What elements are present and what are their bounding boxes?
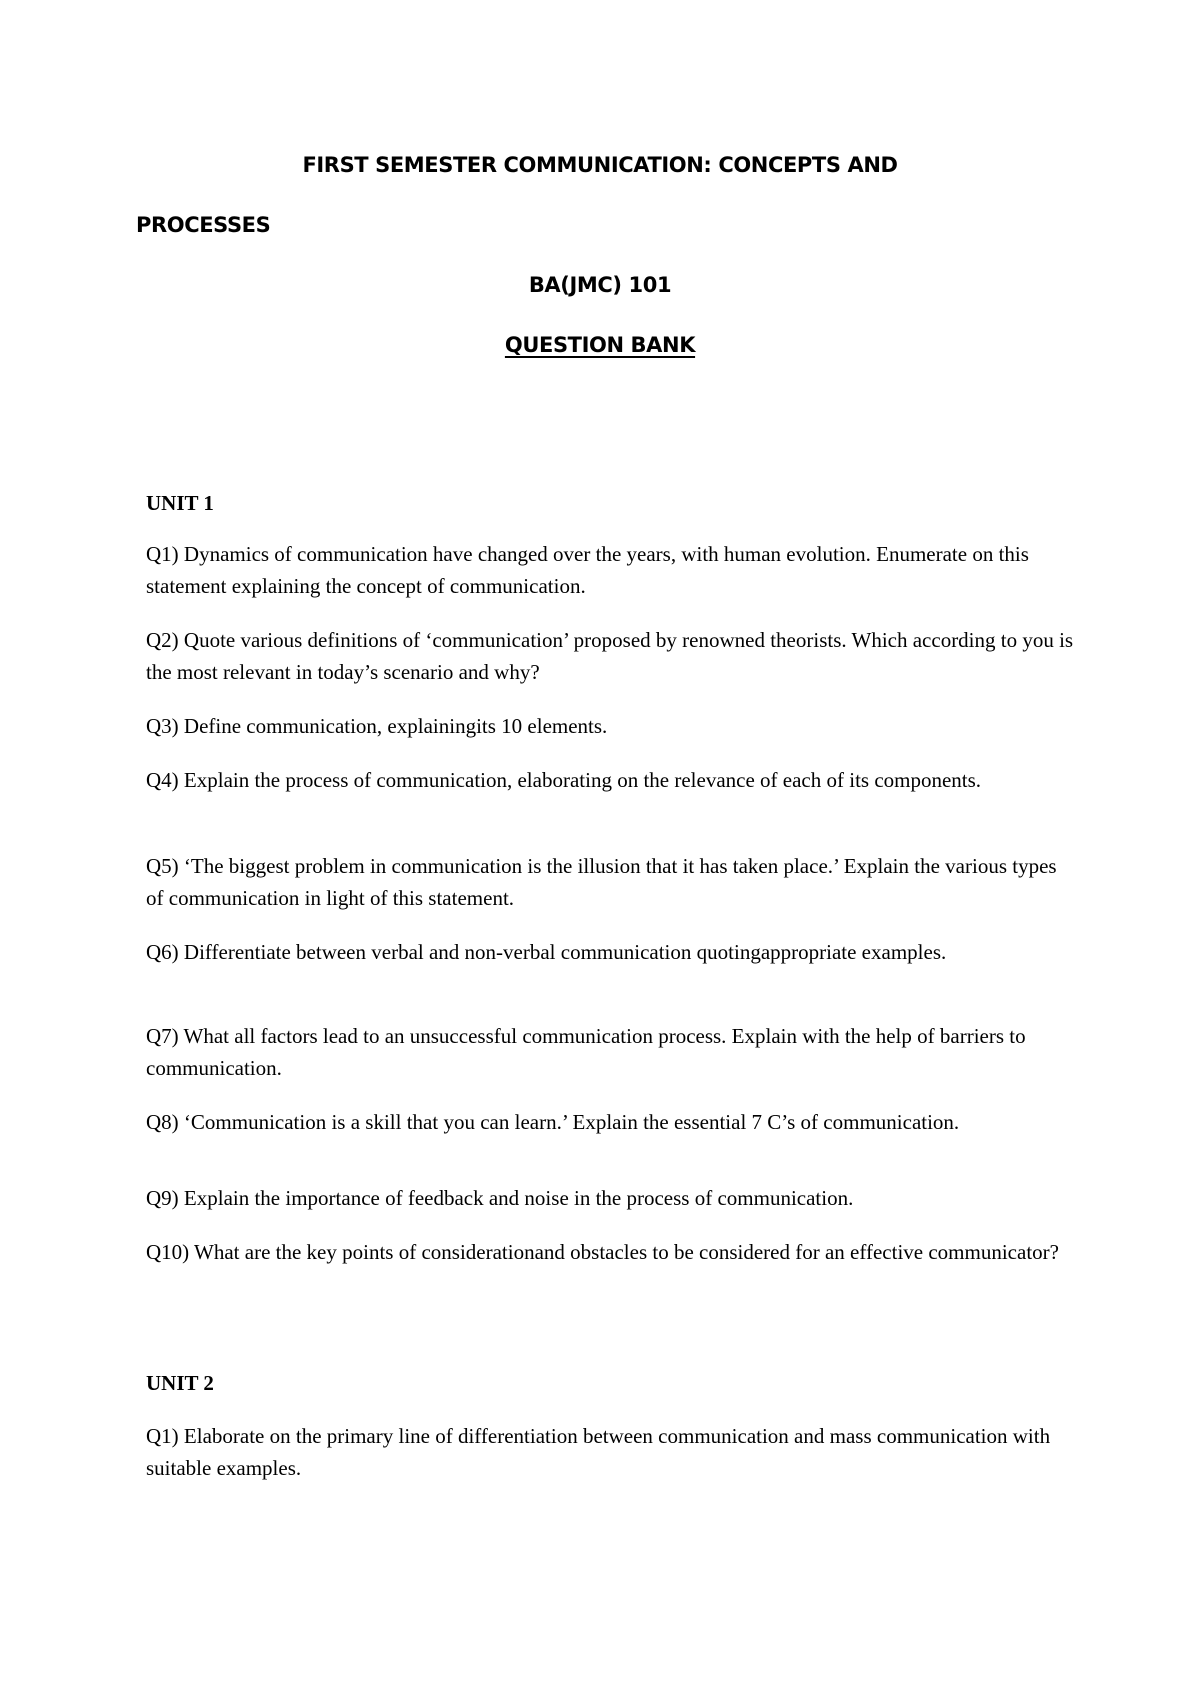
document-title-line2: PROCESSES	[136, 213, 271, 237]
unit-1-question-7: Q7) What all factors lead to an unsuccessful communication process. Explain with the help of barriers to communication.	[146, 1024, 1026, 1080]
question-bank-heading	[0, 332, 1200, 358]
unit-1-question-5: Q5) ‘The biggest problem in communication is the illusion that it has taken place.’ Explain the various types of communication in light of this statement.	[146, 854, 1057, 910]
course-code: BA(JMC) 101	[528, 273, 672, 297]
unit-2-heading: UNIT 2	[146, 1371, 214, 1395]
document-title-line1: FIRST SEMESTER COMMUNICATION: CONCEPTS AND	[302, 153, 898, 177]
unit-1-question-6: Q6) Differentiate between verbal and non-verbal communication quotingappropriate examples.	[146, 940, 947, 964]
unit-1-question-2: Q2) Quote various definitions of ‘communication’ proposed by renowned theorists. Which according to you is the most relevant in today’s scenario and why?	[146, 628, 1074, 684]
unit-1-question-3: Q3) Define communication, explainingits 10 elements.	[146, 714, 608, 738]
unit-1-question-4: Q4) Explain the process of communication, elaborating on the relevance of each of its components.	[146, 768, 982, 792]
unit-1-question-10: Q10) What are the key points of considerationand obstacles to be considered for an effective communicator?	[146, 1240, 1059, 1264]
unit-2-question-1: Q1) Elaborate on the primary line of differentiation between communication and mass communication with suitable examples.	[146, 1424, 1051, 1480]
unit-1-heading: UNIT 1	[146, 491, 214, 515]
unit-1-question-9: Q9) Explain the importance of feedback and noise in the process of communication.	[146, 1186, 854, 1210]
question-bank-label: QUESTION BANK	[504, 333, 696, 357]
unit-1-question-8: Q8) ‘Communication is a skill that you can learn.’ Explain the essential 7 C’s of communication.	[146, 1110, 960, 1134]
unit-1-question-1: Q1) Dynamics of communication have changed over the years, with human evolution. Enumerate on this statement explaining the concept of communication.	[146, 542, 1029, 598]
